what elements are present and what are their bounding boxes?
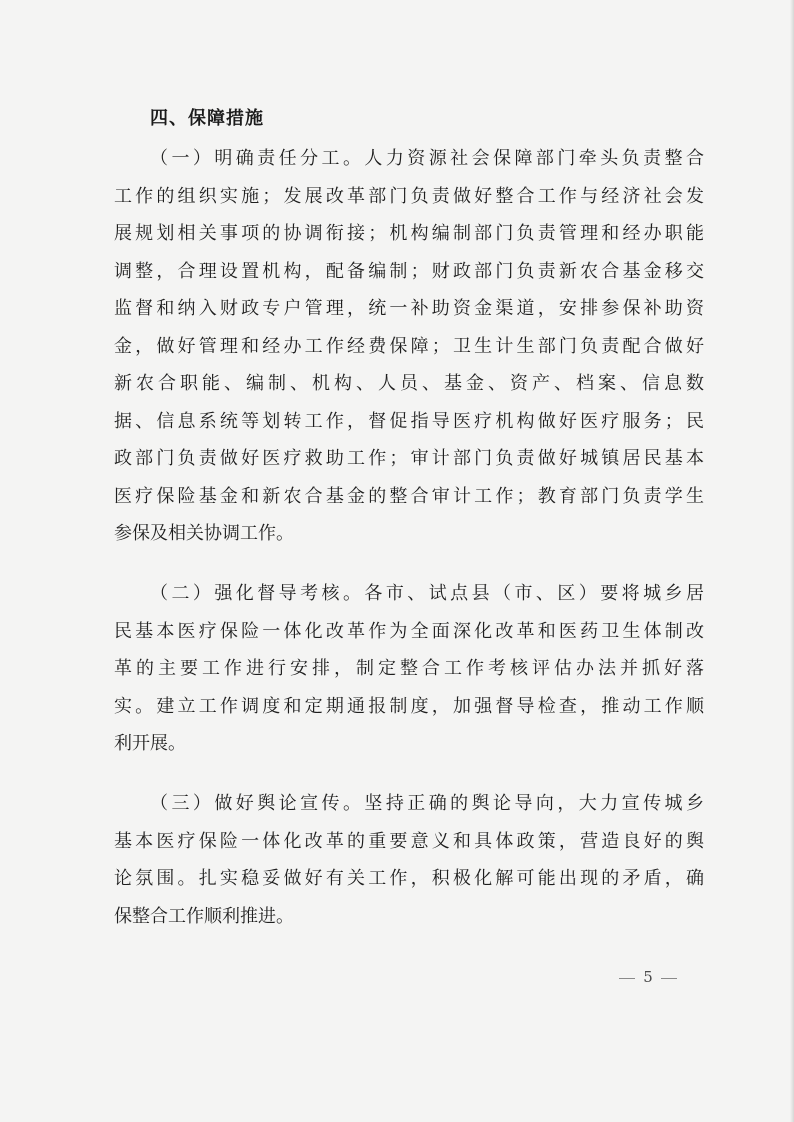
paragraph-responsibility	[114, 140, 704, 553]
paragraph-line: （二）强化督导考核。各市、试点县（市、区）要将城乡居	[150, 583, 704, 604]
paragraph-line: 工作的组织实施；发展改革部门负责做好整合工作与经济社会发	[114, 185, 704, 207]
paragraph-line: 基本医疗保险一体化改革的重要意义和具体政策，营造良好的舆	[114, 830, 704, 852]
page-edge-shadow	[790, 0, 794, 1122]
page-number-dash-left	[619, 978, 635, 979]
page-number-dash-right	[661, 978, 677, 979]
page-number-value: 5	[643, 968, 653, 986]
paragraph-line: 革的主要工作进行安排，制定整合工作考核评估办法并抓好落	[114, 658, 704, 679]
paragraph-line: （三）做好舆论宣传。坚持正确的舆论导向，大力宣传城乡	[150, 793, 704, 814]
paragraph-line: 调整，合理设置机构，配备编制；财政部门负责新农合基金移交	[114, 260, 704, 282]
paragraph-line: 利开展。	[114, 733, 186, 754]
paragraph-publicity	[114, 785, 704, 935]
paragraph-line: 论氛围。扎实稳妥做好有关工作，积极化解可能出现的矛盾，确	[114, 868, 704, 889]
paragraph-line: 医疗保险基金和新农合基金的整合审计工作；教育部门负责学生	[114, 485, 704, 507]
paragraph-line: 金，做好管理和经办工作经费保障；卫生计生部门负责配合做好	[114, 335, 704, 357]
paragraph-line: 据、信息系统等划转工作，督促指导医疗机构做好医疗服务；民	[114, 410, 704, 432]
paragraph-line: 保整合工作顺利推进。	[114, 905, 294, 927]
paragraph-line: 政部门负责做好医疗救助工作；审计部门负责做好城镇居民基本	[114, 448, 704, 469]
paragraph-line: （一）明确责任分工。人力资源社会保障部门牵头负责整合	[150, 148, 704, 169]
paragraph-line: 实。建立工作调度和定期通报制度，加强督导检查，推动工作顺	[114, 695, 704, 717]
paragraph-line: 监督和纳入财政专户管理，统一补助资金渠道，安排参保补助资	[114, 298, 704, 319]
paragraph-line: 展规划相关事项的协调衔接；机构编制部门负责管理和经办职能	[114, 223, 704, 244]
paragraph-line: 新农合职能、编制、机构、人员、基金、资产、档案、信息数	[114, 373, 704, 394]
section-heading: 四、保障措施	[150, 108, 264, 129]
paragraph-supervision	[114, 575, 704, 763]
paragraph-line: 民基本医疗保险一体化改革作为全面深化改革和医药卫生体制改	[114, 620, 704, 642]
page-number	[608, 968, 688, 986]
paragraph-line: 参保及相关协调工作。	[114, 523, 294, 544]
